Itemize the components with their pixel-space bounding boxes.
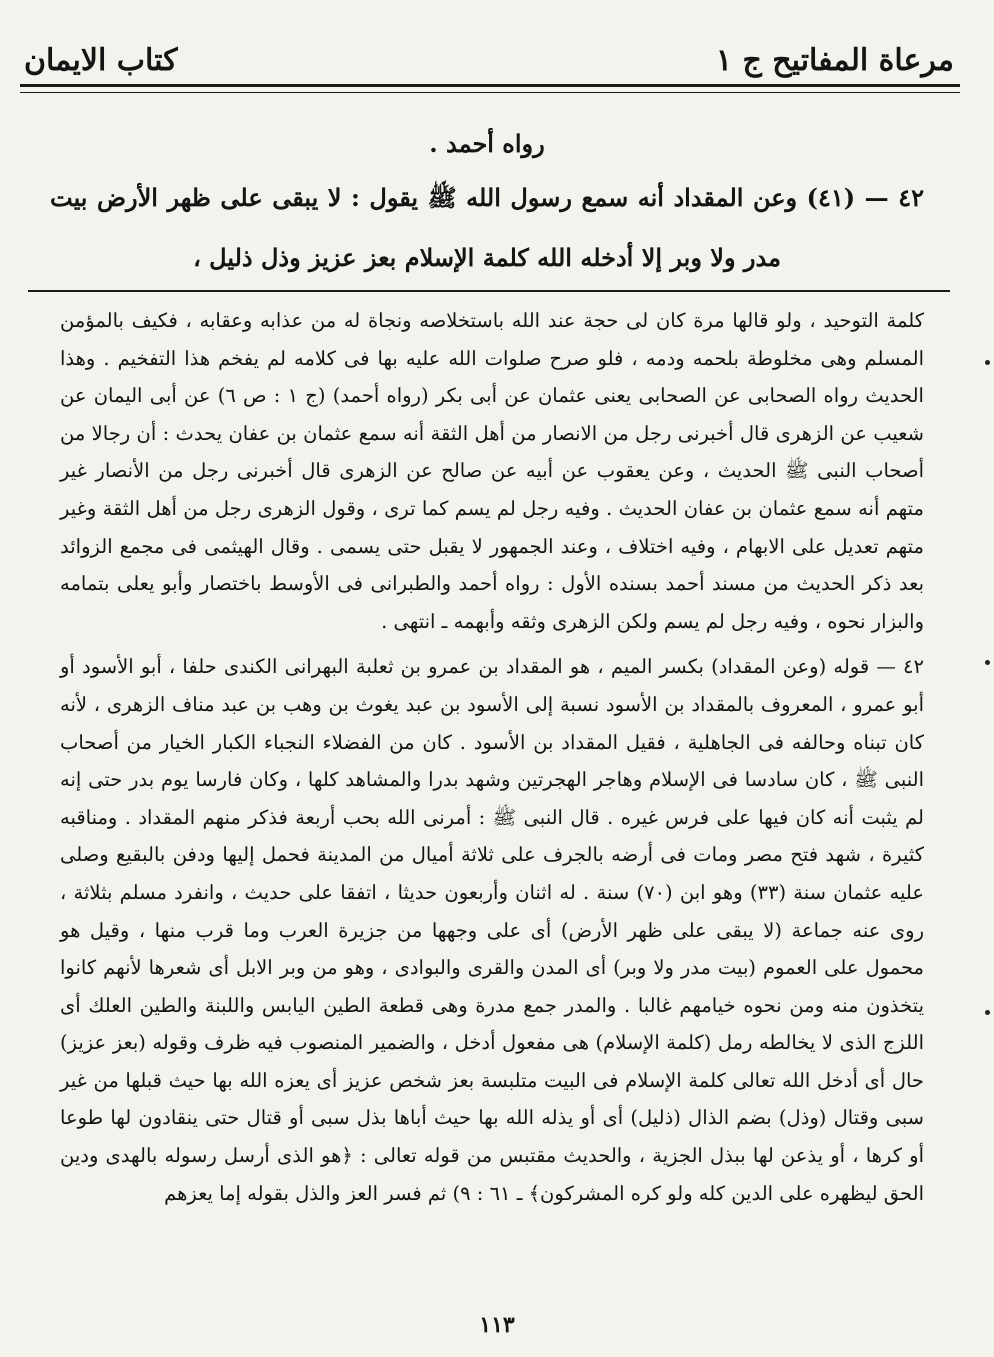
header-book-title: مرعاة المفاتيح ج ١ — [715, 43, 954, 78]
commentary-paragraph-2: ٤٢ — قوله (وعن المقداد) بكسر الميم ، هو المقداد بن عمرو بن ثعلبة البهرانى الكندى حلفا ، أبو الأسود أو أبو عمرو ، المعروف بالمقداد بن الأسود نسبة إلى الأسود بن عبد يغوث بن وهب بن عبد مناف الزهرى ، لأنه كان تبناه وحالفه فى الجاهلية ، فقيل المقداد بن الأسود . كان من الفضلاء النجباء الكبار الخيار من أصحاب النبى ﷺ ، كان سادسا فى الإسلام وهاجر الهجرتين وشهد بدرا والمشاهد كلها ، وكان فارسا يوم بدر حتى إنه لم يثبت أنه كان فيها على فرس غيره . قال النبى ﷺ : أمرنى الله بحب أربعة فذكر منهم المقداد . ومناقبه كثيرة ، شهد فتح مصر ومات فى أرضه بالجرف على ثلاثة أميال من المدينة فحمل إليها ودفن بالبقيع وصلى عليه عثمان سنة (٣٣) وهو ابن (٧٠) سنة . له اثنان وأربعون حديثا ، اتفقا على حديث ، وانفرد مسلم بثلاثة ، روى عنه جماعة (لا يبقى على ظهر الأرض) أى على وجهها من جزيرة العرب وما قرب منها ، وقيل هو محمول على العموم (بيت مدر ولا وبر) أى المدن والقرى والبوادى ، وهو من وبر الابل أى شعرها لأنهم كانوا يتخذون منه ومن نحوه خيامهم غالبا . والمدر جمع مدرة وهى قطعة الطين اليابس واللبنة والطين العلك أى اللزج الذى لا يخالطه رمل (كلمة الإسلام) هى مفعول أدخل ، والضمير المنصوب فيه ظرف وقوله (بعز عزيز) حال أى أدخل الله تعالى كلمة الإسلام فى البيت متلبسة بعز شخص عزيز أى يعزه الله بها حيث قبلها من غير سبى وقتال (وذل) بضم الذال (ذليل) أى أو يذله الله بها حيث أباها بذل سبى أو قتال حتى ينقادون لها طوعا أو كرها ، أو يذعن لها ببذل الجزية ، والحديث مقتبس من قوله تعالى : ﴿هو الذى أرسل رسوله بالهدى ودين الحق ليظهره على الدين كله ولو كره المشركون﴾ ـ ٦١ : ٩) ثم فسر العز والذل بقوله إما يعزهم — [60, 655, 924, 1205]
running-header — [24, 30, 954, 78]
hadith-block — [50, 120, 924, 288]
margin-mark — [985, 360, 990, 365]
header-book-section: كتاب الايمان — [24, 43, 178, 78]
commentary-paragraph-1: كلمة التوحيد ، ولو قالها مرة كان لى حجة عند الله باستخلاصه ونجاة له من عذابه وعقابه ، فكيف بالمؤمن المسلم وهى مخلوطة بلحمه ودمه ، فلو صرح صلوات الله عليه بها فى كلامه لم يفخم هذا التفخيم . وهذا الحديث رواه الصحابى عن الصحابى يعنى عثمان عن أبى بكر (رواه أحمد) (ج ١ : ص ٦) عن أبى اليمان عن شعيب عن الزهرى قال أخبرنى رجل من الانصار من أهل الثقة أنه سمع عثمان بن عفان يحدث : أن رجالا من أصحاب النبى ﷺ الحديث ، وعن يعقوب عن أبيه عن صالح عن الزهرى قال أخبرنى رجل من الأنصار غير متهم أنه سمع عثمان بن عفان الحديث . وفيه رجل لم يسم كما ترى ، وقول الزهرى رجل من أهل الثقة وغير متهم تعديل على الابهام ، وفيه اختلاف ، وعند الجمهور لا يقبل حتى يسمى . وقال الهيثمى فى مجمع الزوائد بعد ذكر الحديث من مسند أحمد بسنده الأول : رواه أحمد والطبرانى فى الأوسط باختصار وأبو يعلى بتمامه والبزار نحوه ، وفيه رجل لم يسم ولكن الزهرى وثقه وأبهمه ـ انتهى . — [60, 309, 924, 633]
margin-mark — [985, 1010, 990, 1015]
header-rule-thick — [20, 84, 960, 87]
commentary-body — [60, 302, 924, 1212]
header-rule-thin — [20, 92, 960, 93]
page-number: ١١٣ — [479, 1312, 515, 1338]
hadith-text: ٤٢ — (٤١) وعن المقداد أنه سمع رسول الله ﷺ يقول : لا يبقى على ظهر الأرض بيت مدر ولا وبر إلا أدخله الله كلمة الإسلام بعز عزيز وذل ذليل ، — [50, 183, 924, 272]
commentary-separator — [28, 290, 950, 292]
hadith-attribution: رواه أحمد . — [429, 129, 545, 158]
margin-mark — [985, 660, 990, 665]
